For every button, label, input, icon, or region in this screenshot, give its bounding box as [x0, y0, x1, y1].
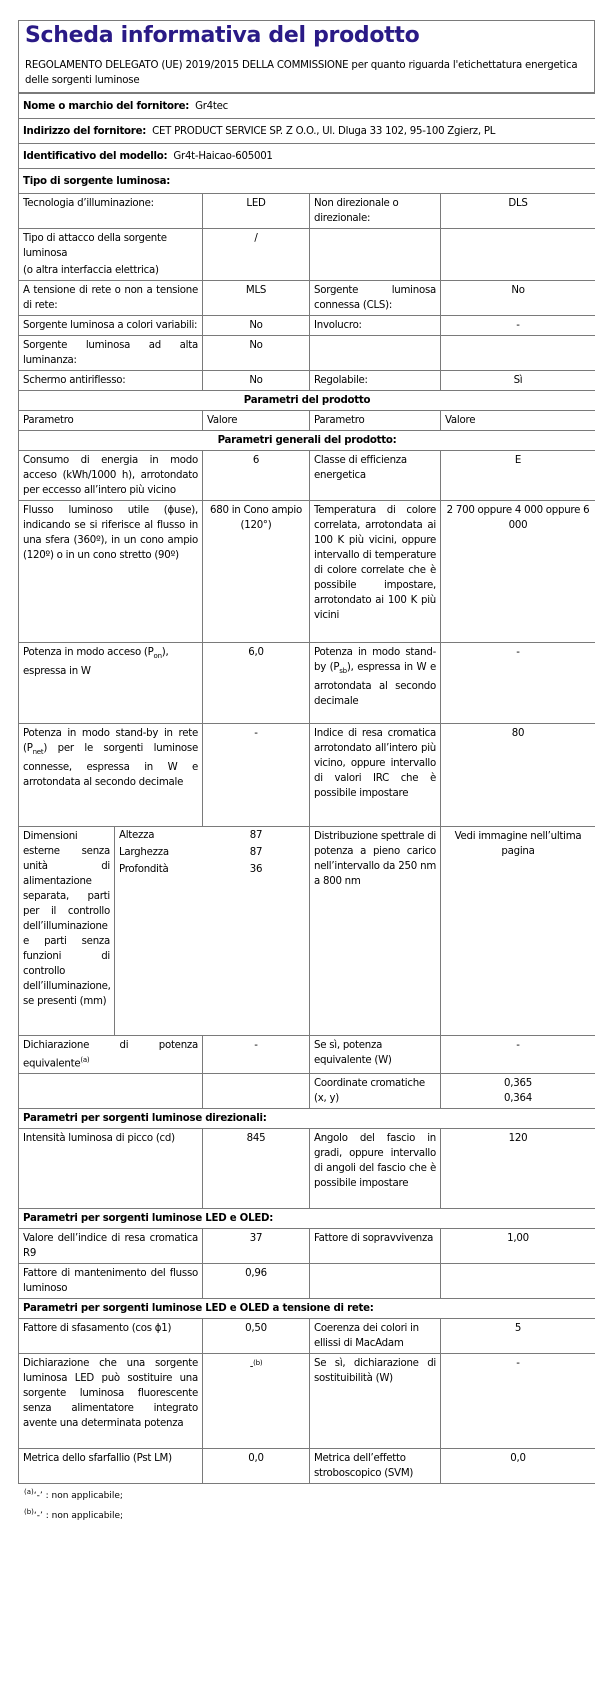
energy-row: [19, 451, 595, 501]
colour-tunable-value: No: [203, 316, 310, 336]
peak-intensity-row: [19, 1129, 595, 1209]
supplier-name-row: [19, 94, 595, 119]
equivalent-power-row: [19, 1036, 595, 1074]
lumen-maintenance-row: [19, 1264, 595, 1299]
height-value: 87: [203, 827, 309, 844]
peak-intensity-label: Intensità luminosa di picco (cd): [19, 1129, 203, 1209]
beam-angle-label: Angolo del fascio in gradi, oppure intervallo di angoli del fascio che è possibile impostare: [310, 1129, 441, 1209]
envelope-value: -: [441, 316, 595, 336]
general-params-heading-row: [19, 431, 595, 451]
product-info-sheet: [18, 20, 595, 1524]
standby-power-value: -: [441, 643, 595, 724]
network-standby-label: Potenza in modo stand-by in rete $(P_{net})$ per le sorgenti luminose connesse, espressa in W e arrotondata al secondo decimale: [19, 724, 203, 827]
cri-value: 80: [441, 724, 595, 827]
glare-label: Schermo antiriflesso:: [19, 371, 203, 391]
dimensions-label: Dimensioni esterne senza unità di alimentazione separata, parti per il controllo dell’illuminazione e parti senza funzioni di controllo dell’illuminazione, se presenti (mm): [19, 827, 115, 1036]
cap-type-row: [19, 229, 595, 281]
flicker-label: Metrica dello sfarfallio (Pst LM): [19, 1449, 203, 1484]
flux-row: [19, 501, 595, 643]
energy-label: Consumo di energia in modo acceso (kWh/1000 h), arrotondato per eccesso all’intero più vicino: [19, 451, 203, 501]
model-row: [19, 144, 595, 169]
network-standby-row: [19, 724, 595, 827]
supplier-name-label: Nome o marchio del fornitore:: [23, 101, 189, 112]
replacement-label: Dichiarazione che una sorgente luminosa LED può sostituire una sorgente luminosa fluorescente senza alimentatore integrato avente una determinata potenza: [19, 1354, 203, 1449]
dimmable-value: Sì: [441, 371, 595, 391]
mains-label: A tensione di rete o non a tensione di rete:: [19, 281, 203, 316]
replacement-w-value: -: [441, 1354, 595, 1449]
directional-heading: Parametri per sorgenti luminose direzionali:: [19, 1109, 595, 1129]
technology-value: LED: [203, 194, 310, 229]
dimmable-label: Regolabile:: [310, 371, 441, 391]
chromaticity-label: Coordinate cromatiche (x, y): [310, 1074, 441, 1109]
equivalent-power-label: Dichiarazione di potenza equivalente$^{(a)}$: [19, 1036, 203, 1074]
survival-value: 1,00: [441, 1229, 595, 1264]
cap-type-value: /: [203, 229, 310, 281]
footnote-b: $^{(b)}$‘-’ : non applicabile;: [18, 1504, 595, 1524]
replacement-w-label: Se sì, dichiarazione di sostituibilità (W): [310, 1354, 441, 1449]
equivalent-power-w-label: Se sì, potenza equivalente (W): [310, 1036, 441, 1074]
col-param-header-2: Parametro: [310, 411, 441, 431]
light-source-type-row: [19, 169, 595, 194]
r9-row: [19, 1229, 595, 1264]
energy-class-label: Classe di efficienza energetica: [310, 451, 441, 501]
energy-class-value: E: [441, 451, 595, 501]
supplier-name: Gr4tec: [195, 101, 228, 112]
directional-heading-row: [19, 1109, 595, 1129]
peak-intensity-value: 845: [203, 1129, 310, 1209]
cct-value: 2 700 oppure 4 000 oppure 6 000: [441, 501, 595, 643]
nondirectional-label: Non direzionale o direzionale:: [310, 194, 441, 229]
equivalent-power-w-value: -: [441, 1036, 595, 1074]
replacement-row: [19, 1354, 595, 1449]
light-source-type-heading: Tipo di sorgente luminosa:: [19, 169, 595, 194]
high-luminance-row: [19, 336, 595, 371]
on-mode-power-label: Potenza in modo acceso $(P_{on})$, espressa in W: [19, 643, 203, 724]
technology-row: [19, 194, 595, 229]
mains-value: MLS: [203, 281, 310, 316]
on-mode-power-row: [19, 643, 595, 724]
displacement-factor-value: 0,50: [203, 1319, 310, 1354]
r9-label: Valore dell’indice di resa cromatica R9: [19, 1229, 203, 1264]
cls-label: Sorgente luminosa connessa (CLS):: [310, 281, 441, 316]
width-value: 87: [203, 844, 309, 861]
chromaticity-y: 0,364: [445, 1091, 591, 1106]
depth-value: 36: [203, 861, 309, 878]
energy-value: 6: [203, 451, 310, 501]
displacement-factor-label: Fattore di sfasamento (cos ϕ1): [19, 1319, 203, 1354]
chromaticity-row: [19, 1074, 595, 1109]
flux-label: Flusso luminoso utile (ɸuse), indicando se si riferisce al flusso in una sfera (360º), in un cono ampio (120º) o in un cono stretto (90º): [19, 501, 203, 643]
product-params-heading-row: [19, 391, 595, 411]
colour-tunable-row: [19, 316, 595, 336]
cap-type-label-2: (o altra interfaccia elettrica): [23, 263, 198, 278]
glare-value: No: [203, 371, 310, 391]
regulation-text: REGOLAMENTO DELEGATO (UE) 2019/2015 DELLA COMMISSIONE per quanto riguarda l'etichettatura energetica delle sorgenti luminose: [18, 54, 595, 93]
col-value-header-2: Valore: [441, 411, 595, 431]
network-standby-value: -: [203, 724, 310, 827]
product-table: [18, 93, 595, 1484]
lumen-maintenance-value: 0,96: [203, 1264, 310, 1299]
svm-label: Metrica dell’effetto stroboscopico (SVM): [310, 1449, 441, 1484]
equivalent-power-value: -: [203, 1036, 310, 1074]
flicker-row: [19, 1449, 595, 1484]
general-params-heading: Parametri generali del prodotto:: [19, 431, 595, 451]
on-mode-power-value: 6,0: [203, 643, 310, 724]
macadam-value: 5: [441, 1319, 595, 1354]
macadam-label: Coerenza dei colori in ellissi di MacAdam: [310, 1319, 441, 1354]
nondirectional-value: DLS: [441, 194, 595, 229]
col-value-header: Valore: [203, 411, 310, 431]
mains-row: [19, 281, 595, 316]
svm-value: 0,0: [441, 1449, 595, 1484]
colour-tunable-label: Sorgente luminosa a colori variabili:: [19, 316, 203, 336]
spd-value: Vedi immagine nell’ultima pagina: [441, 827, 595, 1036]
survival-label: Fattore di sopravvivenza: [310, 1229, 441, 1264]
dimensions-table: [115, 827, 309, 878]
chromaticity-value: [441, 1074, 595, 1109]
height-label: Altezza: [115, 827, 203, 844]
r9-value: 37: [203, 1229, 310, 1264]
flicker-value: 0,0: [203, 1449, 310, 1484]
led-mains-heading-row: [19, 1299, 595, 1319]
page-title: Scheda informativa del prodotto: [18, 20, 595, 54]
technology-label: Tecnologia d’illuminazione:: [19, 194, 203, 229]
high-luminance-value: No: [203, 336, 310, 371]
displacement-factor-row: [19, 1319, 595, 1354]
high-luminance-label: Sorgente luminosa ad alta luminanza:: [19, 336, 203, 371]
led-mains-heading: Parametri per sorgenti luminose LED e OLED a tensione di rete:: [19, 1299, 595, 1319]
replacement-value: -$^{(b)}$: [203, 1354, 310, 1449]
beam-angle-value: 120: [441, 1129, 595, 1209]
col-param-header: Parametro: [19, 411, 203, 431]
chromaticity-x: 0,365: [445, 1076, 591, 1091]
dimensions-row: [19, 827, 595, 1036]
footnote-a: $^{(a)}$‘-’ : non applicabile;: [18, 1484, 595, 1504]
flux-value: 680 in Cono ampio (120°): [203, 501, 310, 643]
supplier-address-label: Indirizzo del fornitore:: [23, 126, 146, 137]
led-heading: Parametri per sorgenti luminose LED e OLED:: [19, 1209, 595, 1229]
envelope-label: Involucro:: [310, 316, 441, 336]
supplier-address-row: [19, 119, 595, 144]
cls-value: No: [441, 281, 595, 316]
model-label: Identificativo del modello:: [23, 151, 167, 162]
supplier-address: CET PRODUCT SERVICE SP. Z O.O., Ul. Dluga 33 102, 95-100 Zgierz, PL: [152, 126, 495, 137]
cri-label: Indice di resa cromatica arrotondato all’intero più vicino, oppure intervallo di valori IRC che è possibile impostare: [310, 724, 441, 827]
column-header-row: [19, 411, 595, 431]
depth-label: Profondità: [115, 861, 203, 878]
spd-label: Distribuzione spettrale di potenza a pieno carico nell’intervallo da 250 nm a 800 nm: [310, 827, 441, 1036]
standby-power-label: Potenza in modo stand-by $(P_{sb})$, espressa in W e arrotondata al secondo decimale: [310, 643, 441, 724]
led-heading-row: [19, 1209, 595, 1229]
cct-label: Temperatura di colore correlata, arrotondata ai 100 K più vicini, oppure intervallo di temperature di colore correlate che è possibile impostare, arrotondato ai 100 K più vicini: [310, 501, 441, 643]
glare-row: [19, 371, 595, 391]
model-identifier: Gr4t-Haicao-605001: [173, 151, 272, 162]
width-label: Larghezza: [115, 844, 203, 861]
product-params-heading: Parametri del prodotto: [19, 391, 595, 411]
lumen-maintenance-label: Fattore di mantenimento del flusso luminoso: [19, 1264, 203, 1299]
cap-type-label: Tipo di attacco della sorgente luminosa: [23, 231, 198, 261]
